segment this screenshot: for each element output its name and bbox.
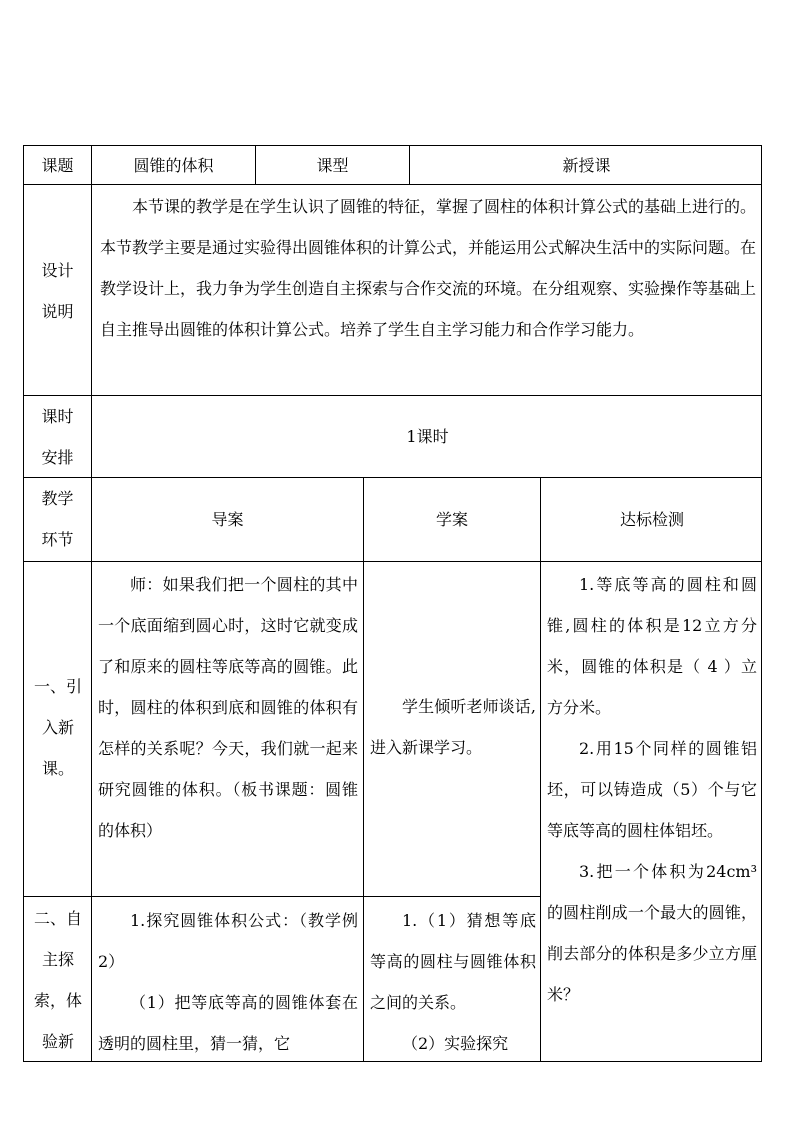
guide-exploration-p2: （1）把等底等高的圆锥体套在透明的圆柱里，猜一猜，它 [98, 993, 358, 1053]
check-question-2: 2.用15个同样的圆锥铝坯，可以铸造成（5）个与它等底等高的圆柱体铝坯。 [547, 739, 757, 840]
col-study-header: 学案 [435, 510, 468, 529]
label-teaching-stage: 教学环节 [41, 489, 74, 549]
study-exploration-p1: 1.（1）猜想等底等高的圆柱与圆锥体积之间的关系。 [370, 911, 536, 1012]
stage-introduction: 一、引入新课。 [34, 677, 83, 778]
label-topic: 课题 [41, 155, 74, 175]
check-question-3: 3.把一个体积为24cm³的圆柱削成一个最大的圆锥，削去部分的体积是多少立方厘米？ [547, 862, 757, 1004]
label-lesson-type: 课型 [316, 155, 349, 175]
topic-value: 圆锥的体积 [133, 155, 214, 175]
study-exploration [370, 900, 536, 1062]
lesson-type-value: 新授课 [562, 155, 611, 175]
guide-exploration-p1: 1.探究圆锥体积公式：（教学例2） [98, 911, 358, 971]
label-schedule: 课时安排 [41, 407, 74, 467]
col-check-header: 达标检测 [619, 510, 684, 529]
study-exploration-p2: （2）实验探究 [402, 1034, 509, 1053]
check-questions [547, 564, 757, 1062]
label-design-notes: 设计说明 [41, 261, 74, 321]
guide-introduction-text: 师：如果我们把一个圆柱的其中一个底面缩到圆心时，这时它就变成了和原来的圆柱等底等高的圆锥。此时，圆柱的体积到底和圆锥的体积有怎样的关系呢？今天，我们就一起来研究圆锥的体积。（板书课题：圆锥的体积） [98, 575, 358, 840]
design-notes-text: 本节课的教学是在学生认识了圆锥的特征，掌握了圆柱的体积计算公式的基础上进行的。本节教学主要是通过实验得出圆锥体积的计算公式，并能运用公式解决生活中的实际问题。在教学设计上，我力争为学生创造自主探索与合作交流的环境。在分组观察、实验操作等基础上自主推导出圆锥的体积计算公式。培养了学生自主学习能力和合作学习能力。 [100, 197, 757, 339]
col-guide-header: 导案 [211, 510, 244, 529]
guide-exploration [98, 900, 358, 1062]
check-question-1: 1.等底等高的圆柱和圆锥,圆柱的体积是12立方分米，圆锥的体积是（ 4 ）立方分米。 [547, 575, 757, 717]
stage-self-exploration: 二、自主探索，体验新 [33, 909, 82, 1051]
lesson-plan-table [23, 145, 762, 1062]
schedule-value: 1课时 [406, 427, 449, 446]
study-introduction-text: 学生倾听老师谈话,进入新课学习。 [370, 697, 536, 757]
